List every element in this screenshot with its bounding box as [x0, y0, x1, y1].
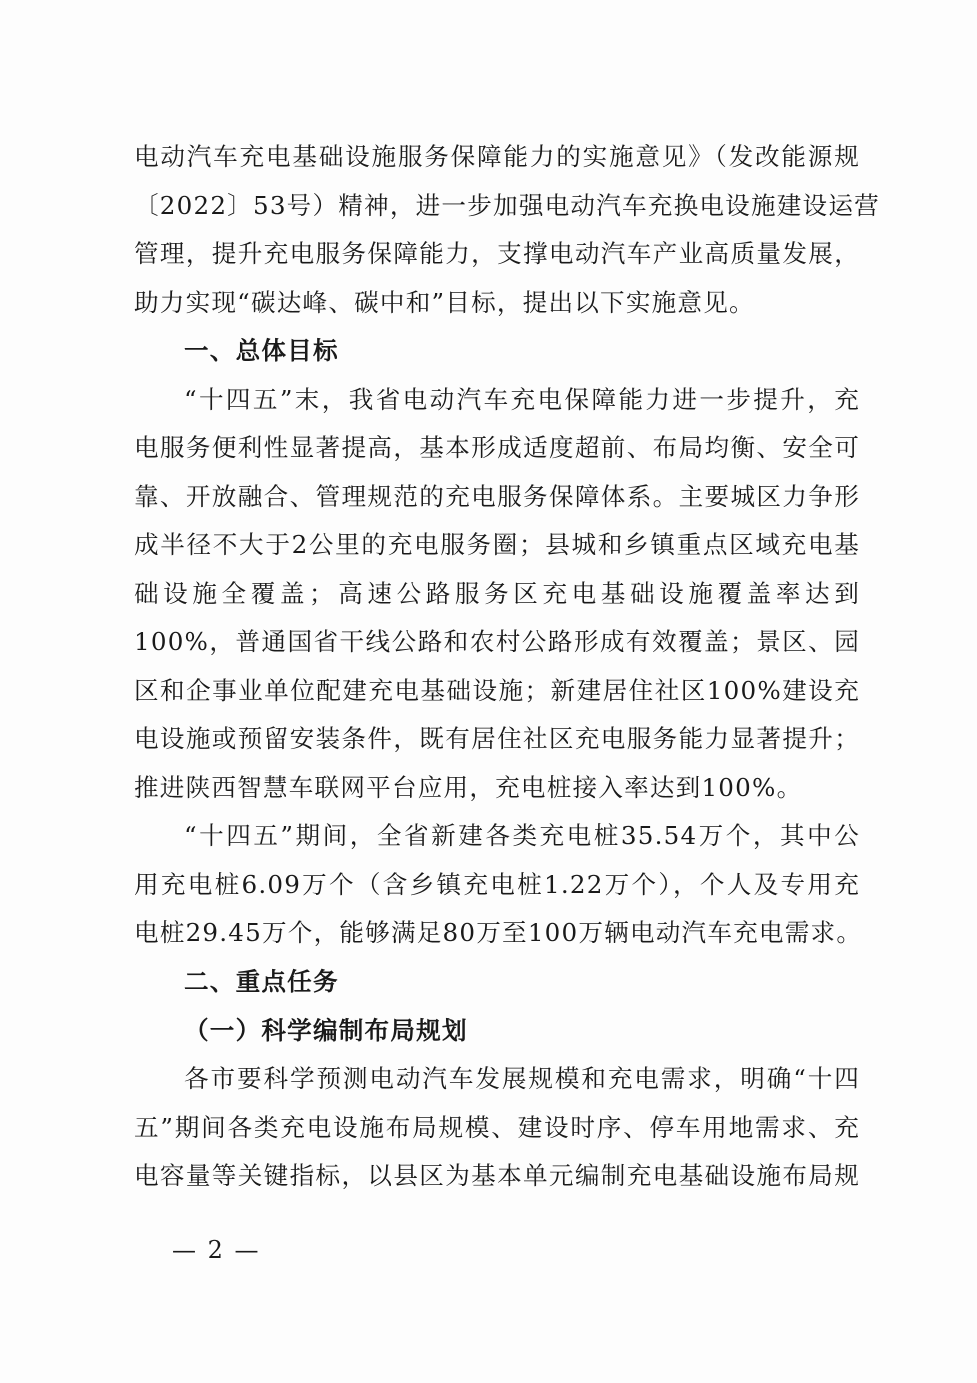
text-line: 成半径不大于2公里的充电服务圈；县城和乡镇重点区域充电基 — [134, 530, 860, 559]
intro-paragraph — [134, 133, 880, 327]
text-line: 电设施或预留安装条件，既有居住社区充电服务能力显著提升； — [134, 724, 860, 753]
subsection-heading: （一）科学编制布局规划 — [184, 1015, 468, 1045]
page-number: — 2 — — [172, 1236, 261, 1264]
text-line: 靠、开放融合、管理规范的充电服务保障体系。主要城区力争形 — [134, 481, 860, 511]
section-heading: 一、总体目标 — [184, 336, 339, 365]
text-line: 各市要科学预测电动汽车发展规模和充电需求，明确“十四 — [184, 1064, 860, 1093]
text-line: 助力实现“碳达峰、碳中和”目标，提出以下实施意见。 — [134, 287, 755, 317]
text-line: “十四五”期间，全省新建各类充电桩35.54万个，其中公 — [184, 821, 860, 850]
section-1 — [134, 327, 863, 958]
text-line: 础设施全覆盖；高速公路服务区充电基础设施覆盖率达到 — [134, 578, 860, 608]
text-line: 推进陕西智慧车联网平台应用，充电桩接入率达到100%。 — [134, 772, 803, 802]
text-line: 电容量等关键指标，以县区为基本单元编制充电基础设施布局规 — [134, 1161, 860, 1190]
text-line: 管理，提升充电服务保障能力，支撑电动汽车产业高质量发展， — [134, 239, 860, 268]
section-2 — [134, 958, 860, 1201]
text-line: 区和企事业单位配建充电基础设施；新建居住社区100%建设充 — [134, 675, 860, 705]
text-line: 电服务便利性显著提高，基本形成适度超前、布局均衡、安全可 — [134, 433, 860, 462]
section-heading: 二、重点任务 — [184, 967, 339, 996]
text-line: 〔2022〕53号）精神，进一步加强电动汽车充换电设施建设运营 — [134, 190, 880, 220]
text-line: “十四五”末，我省电动汽车充电保障能力进一步提升，充 — [184, 384, 860, 414]
text-line: 电桩29.45万个，能够满足80万至100万辆电动汽车充电需求。 — [134, 918, 863, 947]
text-line: 五”期间各类充电设施布局规模、建设时序、停车用地需求、充 — [134, 1112, 860, 1142]
text-line: 100%，普通国省干线公路和农村公路形成有效覆盖；景区、园 — [134, 627, 860, 656]
text-line: 电动汽车充电基础设施服务保障能力的实施意见》（发改能源规 — [134, 142, 860, 171]
text-line: 用充电桩6.09万个（含乡镇充电桩1.22万个），个人及专用充 — [134, 869, 860, 899]
